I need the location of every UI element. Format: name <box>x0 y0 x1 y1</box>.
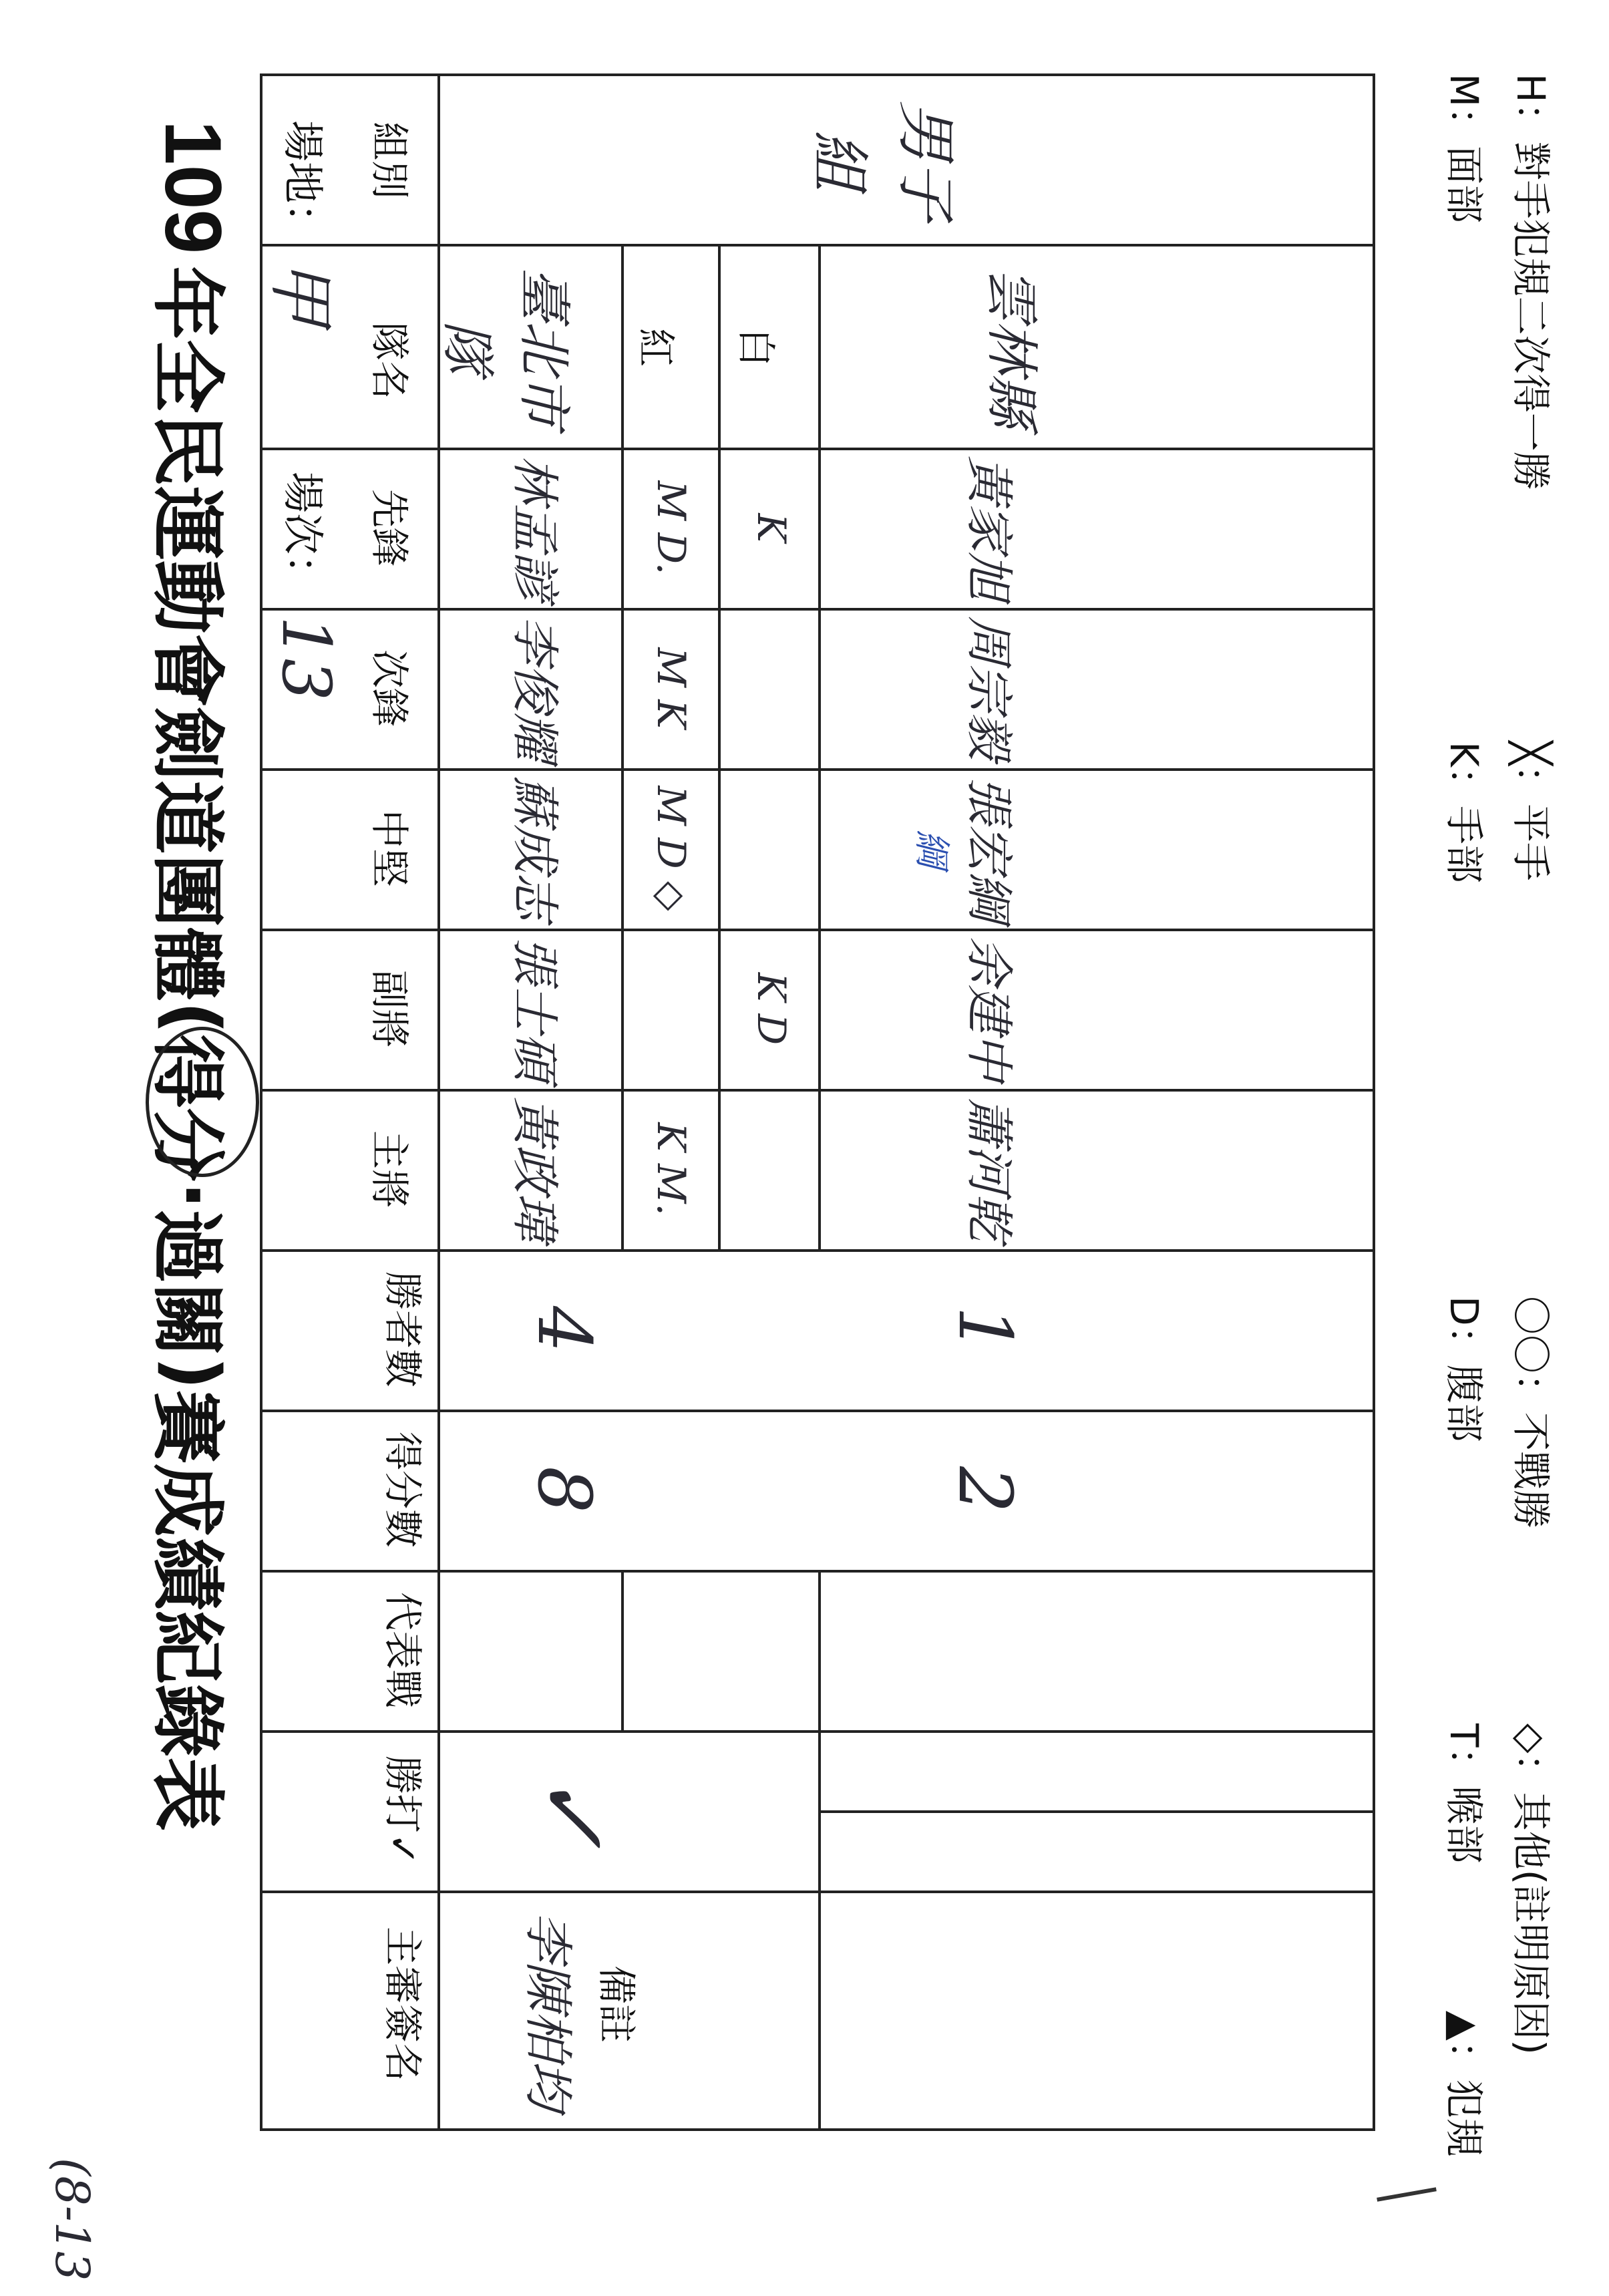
referee-signature: 李陳柏均 <box>519 1912 576 2110</box>
venue-label: 場地： <box>279 120 328 245</box>
column-divider <box>260 244 1375 247</box>
red-wins: 4 <box>522 1306 607 1353</box>
column-divider <box>260 929 1375 931</box>
white-extra-note: 綱 <box>910 830 953 867</box>
header-points: 得分數 <box>380 1431 425 1548</box>
header-group: 組別 <box>367 121 412 199</box>
legend-d: D：腹部 <box>1441 1296 1487 1442</box>
legend-oo: 〇〇：不戰勝 <box>1508 1296 1554 1529</box>
header-winner: 勝打✓ <box>380 1755 425 1866</box>
header-wins: 勝者數 <box>380 1271 425 1387</box>
header-referee: 主審簽名 <box>380 1926 425 2082</box>
column-divider <box>260 1410 1375 1412</box>
red-result-2: M K <box>649 647 694 729</box>
title-circled-option: 得分 <box>140 1035 246 1182</box>
header-second: 次鋒 <box>367 649 412 727</box>
legend-k: K：手部 <box>1441 742 1487 884</box>
red-player-5: 黃政瑋 <box>507 1096 563 1241</box>
header-vice: 副將 <box>367 969 412 1047</box>
title-suffix: 賽成績紀錄表 <box>144 1389 230 1831</box>
row-divider <box>818 1570 821 1730</box>
legend-x: ╳：平手 <box>1508 742 1554 881</box>
group-value: 男子組 <box>803 100 960 220</box>
title-paren-open: ( <box>150 1001 236 1035</box>
results-table <box>260 73 1375 2131</box>
red-label: 紅 <box>633 327 679 367</box>
row-divider <box>718 244 721 1249</box>
red-result-1: M D. <box>649 480 694 575</box>
row-divider <box>818 1730 821 2131</box>
row-divider <box>818 244 821 1249</box>
title-separator: · <box>150 1181 236 1210</box>
legend-h: H：對手犯規二次得一勝 <box>1508 73 1554 490</box>
white-points: 2 <box>942 1466 1028 1513</box>
column-divider <box>260 608 1375 611</box>
column-divider <box>260 1891 1375 1893</box>
table-border <box>1373 73 1375 2131</box>
column-divider <box>260 768 1375 771</box>
white-result-1: K <box>749 513 794 542</box>
white-player-5: 蕭河乾 <box>961 1096 1017 1241</box>
row-divider <box>621 1570 624 1730</box>
red-result-3: M D ◇ <box>649 786 694 911</box>
red-points: 8 <box>522 1466 607 1513</box>
title-paren-close: ) <box>150 1356 236 1390</box>
table-border <box>260 73 1375 76</box>
column-divider <box>260 1089 1375 1092</box>
column-divider <box>821 1810 1375 1813</box>
selection-circle <box>146 1027 259 1177</box>
red-player-3: 蘇成志 <box>507 776 563 921</box>
row-divider <box>621 244 624 1249</box>
legend-foul: ▲：犯規 <box>1441 2011 1487 2157</box>
venue-value: 甲 <box>262 258 340 325</box>
white-wins: 1 <box>942 1306 1028 1353</box>
title-other-option: 過關 <box>144 1209 230 1357</box>
match-label: 場次： <box>279 472 328 597</box>
header-center: 中堅 <box>367 809 412 887</box>
white-team-name: 雲林縣 <box>980 267 1043 428</box>
white-label: 白 <box>733 327 779 367</box>
legend-t: T：喉部 <box>1441 1724 1487 1864</box>
page-title <box>146 120 240 2124</box>
red-team-name: 臺北市隊 <box>436 267 575 428</box>
column-divider <box>260 1249 1375 1252</box>
red-player-4: 張士碩 <box>507 936 563 1081</box>
red-winner-mark: ✓ <box>518 1771 627 1850</box>
legend-m: M：面部 <box>1441 73 1487 224</box>
column-divider <box>260 1570 1375 1573</box>
page-number: (8-13 <box>45 2158 100 2281</box>
white-player-4: 余建中 <box>961 936 1017 1081</box>
legend <box>1395 73 1596 2211</box>
column-divider <box>260 1730 1375 1733</box>
title-text: 年全民運動會劍道團體 <box>144 266 230 1001</box>
header-captain: 主將 <box>367 1130 412 1208</box>
red-player-2: 李俊耀 <box>507 615 563 760</box>
white-result-4: K D <box>749 972 794 1045</box>
header-vanguard: 先鋒 <box>367 488 412 566</box>
white-player-3: 張宏綱 <box>961 776 1017 921</box>
red-player-1: 林孟諺 <box>507 455 563 600</box>
header-notes: 備註 <box>594 1965 639 2043</box>
column-divider <box>260 448 1375 450</box>
header-team: 隊名 <box>367 321 412 399</box>
red-result-5: K M. <box>649 1122 694 1216</box>
header-representative: 代表戰 <box>380 1591 425 1708</box>
white-player-1: 黃家旭 <box>961 455 1017 600</box>
table-border <box>260 73 262 2131</box>
match-value: 13 <box>267 616 346 701</box>
legend-other: ◇：其他(註明原因) <box>1508 1724 1554 2055</box>
table-border <box>260 2128 1375 2131</box>
white-player-2: 周宗毅 <box>961 615 1017 760</box>
title-year: 109 <box>148 120 238 255</box>
